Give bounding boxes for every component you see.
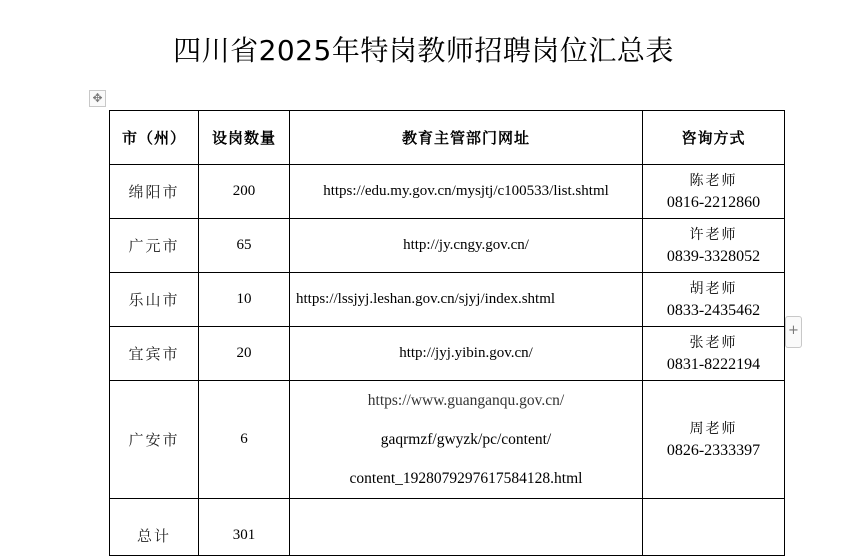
recruitment-table [109, 110, 785, 556]
url-line: gaqrmzf/gwyzk/pc/content/ [380, 431, 552, 448]
header-city: 市（州） [110, 111, 199, 165]
contact-name: 许老师 [689, 226, 738, 243]
contact-phone: 0839-3328052 [666, 247, 761, 265]
url-cell: https://edu.my.gov.cn/mysjtj/c100533/list.shtml [290, 165, 643, 219]
contact-phone: 0833-2435462 [666, 301, 761, 319]
contact-cell [643, 273, 785, 327]
city-cell: 乐山市 [110, 273, 199, 327]
count-cell: 65 [199, 219, 290, 273]
url-cell: https://lssjyj.leshan.gov.cn/sjyj/index.shtml [290, 273, 643, 327]
city-cell: 广元市 [110, 219, 199, 273]
url-cell: http://jy.cngy.gov.cn/ [290, 219, 643, 273]
add-column-button[interactable]: + [785, 316, 802, 348]
city-cell: 宜宾市 [110, 327, 199, 381]
header-row [110, 111, 785, 165]
contact-name: 胡老师 [689, 280, 738, 297]
total-count: 301 [232, 526, 256, 543]
table-row [110, 327, 785, 381]
table-row [110, 273, 785, 327]
header-url: 教育主管部门网址 [290, 111, 643, 165]
url-cell: http://jyj.yibin.gov.cn/ [290, 327, 643, 381]
url-cell [290, 381, 643, 499]
url-line: https://www.guanganqu.gov.cn/ [367, 392, 565, 409]
table-row [110, 381, 785, 499]
contact-cell [643, 165, 785, 219]
contact-cell [643, 327, 785, 381]
count-cell: 20 [199, 327, 290, 381]
contact-name: 陈老师 [689, 172, 738, 189]
city-cell: 广安市 [110, 381, 199, 499]
url-line: content_1928079297617584128.html [349, 470, 583, 487]
table-row [110, 165, 785, 219]
table-move-handle-icon[interactable]: ✥ [89, 90, 106, 107]
contact-phone: 0826-2333397 [666, 441, 761, 459]
count-cell: 10 [199, 273, 290, 327]
contact-phone: 0831-8222194 [666, 355, 761, 373]
contact-name: 周老师 [689, 420, 738, 437]
contact-cell [643, 381, 785, 499]
count-cell: 6 [199, 381, 290, 499]
city-cell: 绵阳市 [110, 165, 199, 219]
table-row [110, 219, 785, 273]
contact-phone: 0816-2212860 [666, 193, 761, 211]
contact-cell [643, 219, 785, 273]
header-count: 设岗数量 [199, 111, 290, 165]
page-title: 四川省2025年特岗教师招聘岗位汇总表 [173, 34, 674, 67]
count-cell: 200 [199, 165, 290, 219]
header-contact: 咨询方式 [643, 111, 785, 165]
contact-name: 张老师 [689, 334, 738, 351]
total-label: 总计 [136, 526, 171, 545]
